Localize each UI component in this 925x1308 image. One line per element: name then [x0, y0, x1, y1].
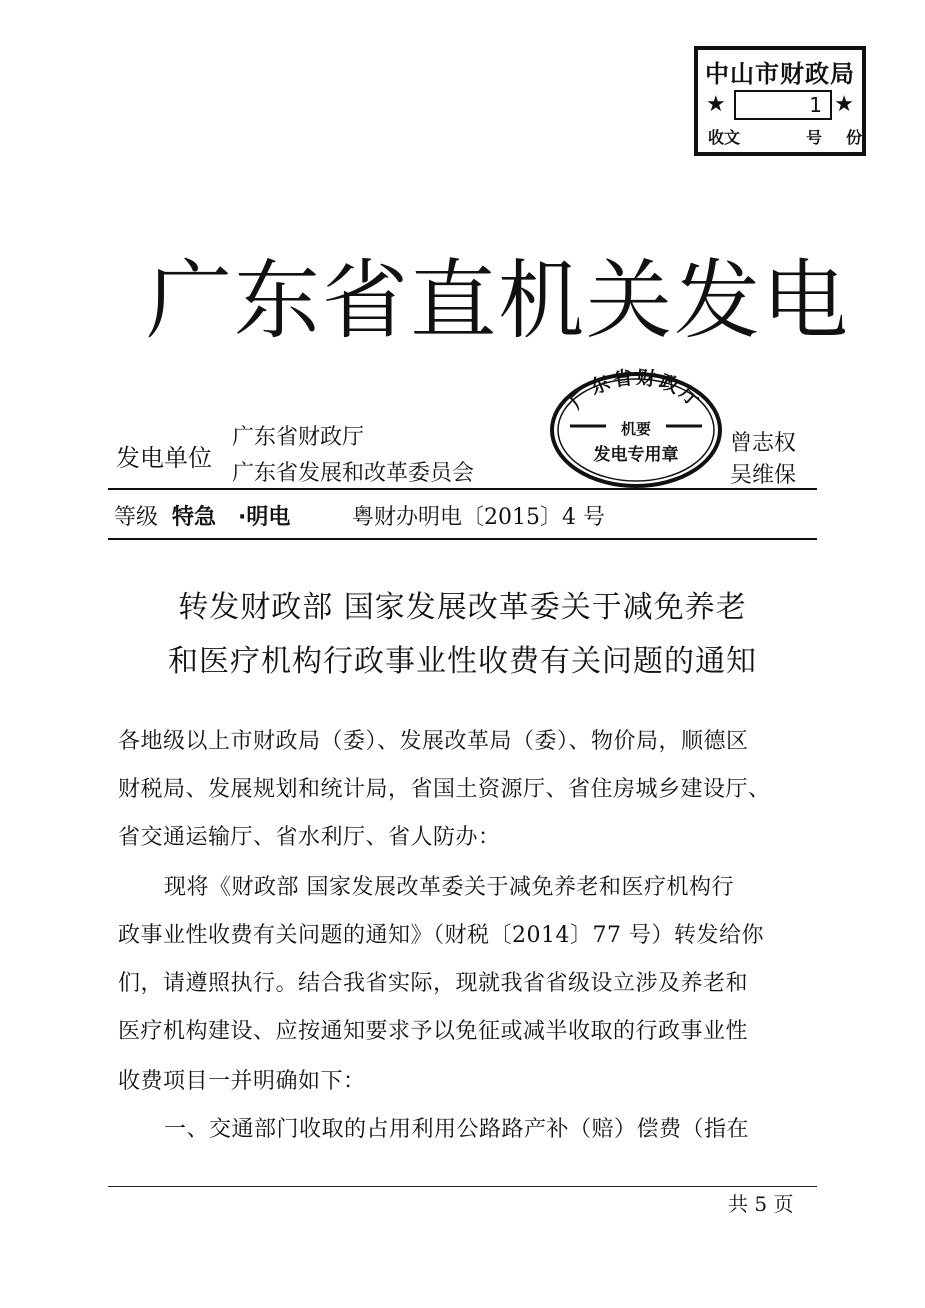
sender-label: 发电单位 [116, 444, 212, 472]
seal-ring-text: 广东省财政厅 [565, 366, 707, 414]
paragraph-line: 现将《财政部 国家发展改革委关于减免养老和医疗机构行 [164, 875, 734, 900]
signer-name: 吴维保 [730, 463, 797, 488]
urgency-level: 特急 [172, 505, 217, 530]
official-seal [548, 364, 724, 488]
star-icon: ★ [706, 92, 726, 117]
header-rule [108, 538, 817, 540]
document-header: 广东省直机关发电 [146, 251, 850, 351]
paragraph-line: 医疗机构建设、应按通知要求予以免征或减半收取的行政事业性 [118, 1019, 749, 1044]
addressee-line: 财税局、发展规划和统计局，省国土资源厅、省住房城乡建设厅、 [118, 777, 771, 802]
document-title: 和医疗机构行政事业性收费有关问题的通知 [168, 644, 757, 679]
header-rule [108, 488, 817, 490]
receipt-label: 收文 [708, 128, 741, 147]
receipt-stamp [694, 46, 866, 156]
sender-org: 广东省财政厅 [232, 425, 365, 450]
list-item-line: 一、交通部门收取的占用利用公路路产补（赔）偿费（指在 [164, 1117, 750, 1142]
copies-label: 份 [846, 128, 863, 147]
grade-label: 等级 [114, 505, 159, 530]
paragraph-line: 收费项目一并明确如下： [118, 1069, 366, 1094]
addressee-line: 各地级以上市财政局（委）、发展改革局（委）、物价局，顺德区 [118, 729, 749, 754]
star-icon: ★ [834, 92, 854, 117]
footer-rule [108, 1186, 817, 1187]
document-title: 转发财政部 国家发展改革委关于减免养老 [178, 590, 747, 625]
signer-name: 曾志权 [730, 431, 797, 456]
number-label: 号 [806, 128, 823, 147]
receipt-stamp-title: 中山市财政局 [705, 60, 855, 88]
receipt-number-box: 1 [734, 90, 832, 120]
document-number: 粤财办明电〔2015〕4 号 [352, 505, 605, 530]
seal-center-text: 发电专用章 [593, 445, 679, 465]
telegram-mode: ·明电 [238, 505, 291, 530]
paragraph-line: 们，请遵照执行。结合我省实际，现就我省省级设立涉及养老和 [118, 971, 749, 996]
addressee-line: 省交通运输厅、省水利厅、省人防办： [118, 825, 501, 850]
seal-center-text: 机要 [620, 420, 652, 438]
page-count: 共 5 页 [728, 1192, 794, 1216]
sender-org: 广东省发展和改革委员会 [232, 461, 475, 486]
paragraph-line: 政事业性收费有关问题的通知》（财税〔2014〕77 号）转发给你 [118, 923, 764, 948]
